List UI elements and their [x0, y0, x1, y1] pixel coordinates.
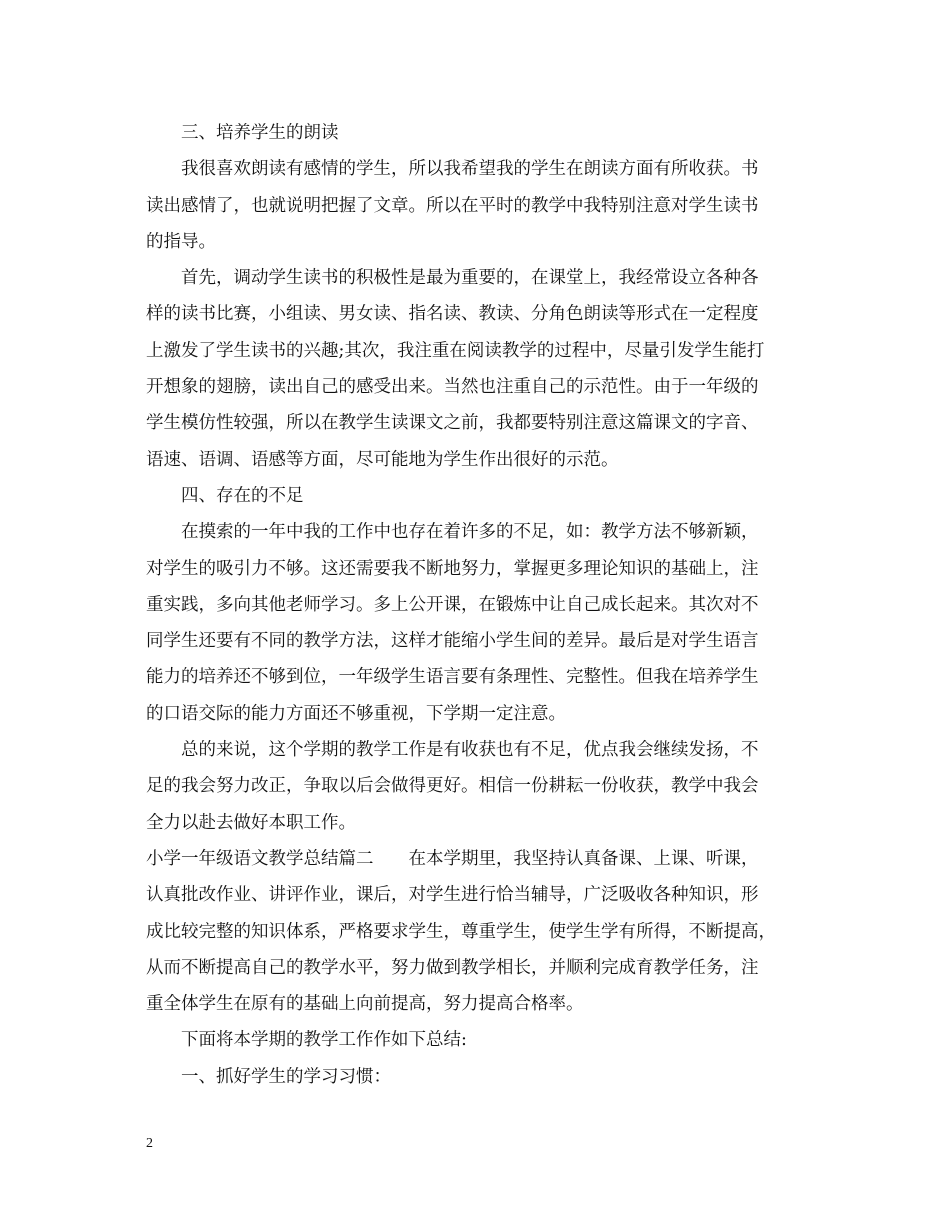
paragraph-line: 我很喜欢朗读有感情的学生，所以我希望我的学生在朗读方面有所收获。书: [181, 159, 759, 180]
page-number: 2: [146, 1136, 153, 1151]
paragraph-line: 重实践，多向其他老师学习。多上公开课，在锻炼中让自己成长起来。其次对不: [146, 594, 759, 615]
paragraph-line: 的口语交际的能力方面还不够重视，下学期一定注意。: [146, 703, 566, 724]
section-heading-study-habits: 一、抓好学生的学习习惯：: [181, 1066, 391, 1087]
paragraph-line: 读出感情了，也就说明把握了文章。所以在平时的教学中我特别注意对学生读书: [146, 195, 759, 216]
paragraph-line: 同学生还要有不同的教学方法，这样才能缩小学生间的差异。最后是对学生语言: [146, 631, 759, 652]
paragraph-line: 语速、语调、语感等方面，尽可能地为学生作出很好的示范。: [146, 449, 619, 470]
paragraph-line: 的指导。: [146, 231, 216, 252]
paragraph-line: 重全体学生在原有的基础上向前提高，努力提高合格率。: [146, 994, 584, 1015]
paragraph-line: 在摸索的一年中我的工作中也存在着许多的不足，如：教学方法不够新颖，: [181, 522, 759, 543]
paragraph-line: 总的来说，这个学期的教学工作是有收获也有不足，优点我会继续发扬，不: [181, 740, 759, 761]
section-heading-shortcomings: 四、存在的不足: [181, 485, 304, 506]
paragraph-line: 认真批改作业、讲评作业，课后，对学生进行恰当辅导，广泛吸收各种知识，形: [146, 885, 759, 906]
paragraph-line: 下面将本学期的教学工作作如下总结:: [181, 1030, 467, 1051]
section-heading-reading: 三、培养学生的朗读: [181, 123, 339, 143]
paragraph-line: 从而不断提高自己的教学水平，努力做到教学相长，并顺利完成育教学任务，注: [146, 957, 759, 978]
paragraph-line: 开想象的翅膀，读出自己的感受出来。当然也注重自己的示范性。由于一年级的: [146, 377, 759, 398]
paragraph-line: 样的读书比赛，小组读、男女读、指名读、教读、分角色朗读等形式在一定程度: [146, 304, 759, 325]
paragraph-line: 足的我会努力改正，争取以后会做得更好。相信一份耕耘一份收获，教学中我会: [146, 776, 759, 797]
paragraph-line: 学生模仿性较强，所以在教学生读课文之前，我都要特别注意这篇课文的字音、: [146, 413, 759, 434]
paragraph-line: 对学生的吸引力不够。这还需要我不断地努力，掌握更多理论知识的基础上，注: [146, 558, 759, 579]
paragraph-line: 上激发了学生读书的兴趣;其次，我注重在阅读教学的过程中，尽量引发学生能打: [146, 340, 765, 361]
document-body: [146, 115, 810, 1095]
article-two-title-line: 小学一年级语文教学总结篇二 在本学期里，我坚持认真备课、上课、听课，: [146, 848, 759, 869]
paragraph-line: 成比较完整的知识体系，严格要求学生，尊重学生，使学生学有所得，不断提高，: [146, 921, 776, 942]
paragraph-line: 能力的培养还不够到位，一年级学生语言要有条理性、完整性。但我在培养学生: [146, 667, 759, 688]
paragraph-line: 全力以赴去做好本职工作。: [146, 812, 356, 833]
paragraph-line: 首先，调动学生读书的积极性是最为重要的，在课堂上，我经常设立各种各: [181, 268, 759, 289]
